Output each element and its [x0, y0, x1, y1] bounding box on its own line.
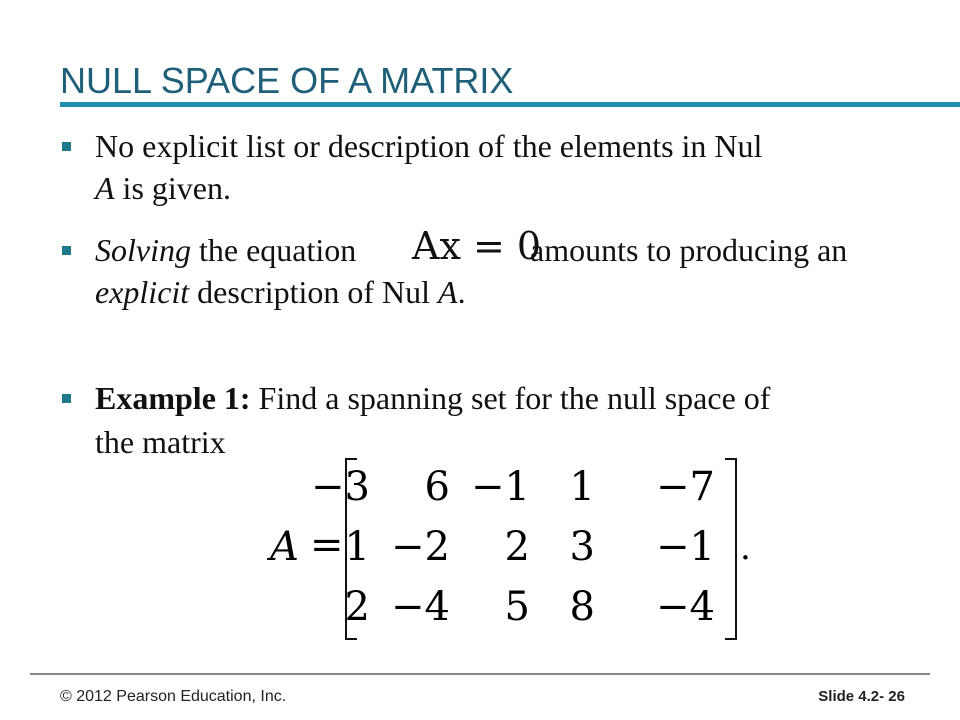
bullet-1-line-2: [95, 170, 231, 207]
bullet-marker-3: [62, 394, 71, 403]
bullet-2-line-2-rest: description of Nul: [189, 274, 439, 310]
footer-copyright: © 2012 Pearson Education, Inc.: [60, 688, 287, 705]
matrix-cell: 1: [569, 464, 595, 510]
matrix-cell: 2: [344, 584, 370, 630]
footer-divider: [30, 673, 930, 675]
bullet-2-line-1-rest: the equation: [190, 232, 357, 268]
bullet-marker-1: [62, 142, 71, 151]
bullet-marker-2: [62, 246, 71, 255]
matrix-equals-sign: =: [310, 522, 344, 568]
matrix-cell: −4: [656, 584, 715, 630]
equation-ax-equals-0: Ax = 0: [412, 224, 542, 268]
matrix-right-bracket: [725, 458, 737, 640]
matrix-label: A: [270, 524, 299, 570]
bullet-2-italic-explicit: explicit: [95, 274, 190, 310]
matrix-cell: 1: [344, 524, 370, 570]
matrix-cell: −7: [656, 464, 715, 510]
matrix-cell: 6: [424, 464, 450, 510]
matrix-cell: 5: [504, 584, 530, 630]
bullet-1-italic-a: A: [95, 170, 115, 206]
slide-title: NULL SPACE OF A MATRIX: [60, 60, 514, 101]
bullet-2-line-2: [95, 274, 466, 311]
matrix-cell: −4: [391, 584, 450, 630]
bullet-1-line-1: No explicit list or description of the elements in Nul: [95, 128, 763, 164]
title-underline: [60, 102, 960, 107]
example-label: Example 1:: [95, 380, 251, 416]
bullet-2-italic-a: A: [438, 274, 458, 310]
footer-slide-number: Slide 4.2- 26: [818, 688, 905, 705]
matrix-cell: −2: [391, 524, 450, 570]
bullet-2-italic-solving: Solving: [95, 232, 191, 268]
matrix-cell: 8: [569, 584, 595, 630]
bullet-2-line-2-end: .: [457, 274, 466, 310]
matrix-equation: [270, 458, 770, 638]
matrix-period: .: [740, 528, 751, 568]
matrix-cell: −3: [311, 464, 370, 510]
matrix-cell: −1: [656, 524, 715, 570]
matrix-cell: 3: [569, 524, 595, 570]
bullet-3-line-1-rest: Find a spanning set for the null space of: [250, 380, 771, 416]
bullet-1-line-2-rest: is given.: [114, 170, 231, 206]
matrix-cell: 2: [504, 524, 530, 570]
matrix-cell: −1: [471, 464, 530, 510]
bullet-2-line-1: [95, 232, 356, 269]
bullet-3-line-2: the matrix: [95, 424, 226, 460]
bullet-3-line-1: [95, 380, 770, 417]
bullet-2-line-1-after: amounts to producing an: [530, 232, 848, 268]
